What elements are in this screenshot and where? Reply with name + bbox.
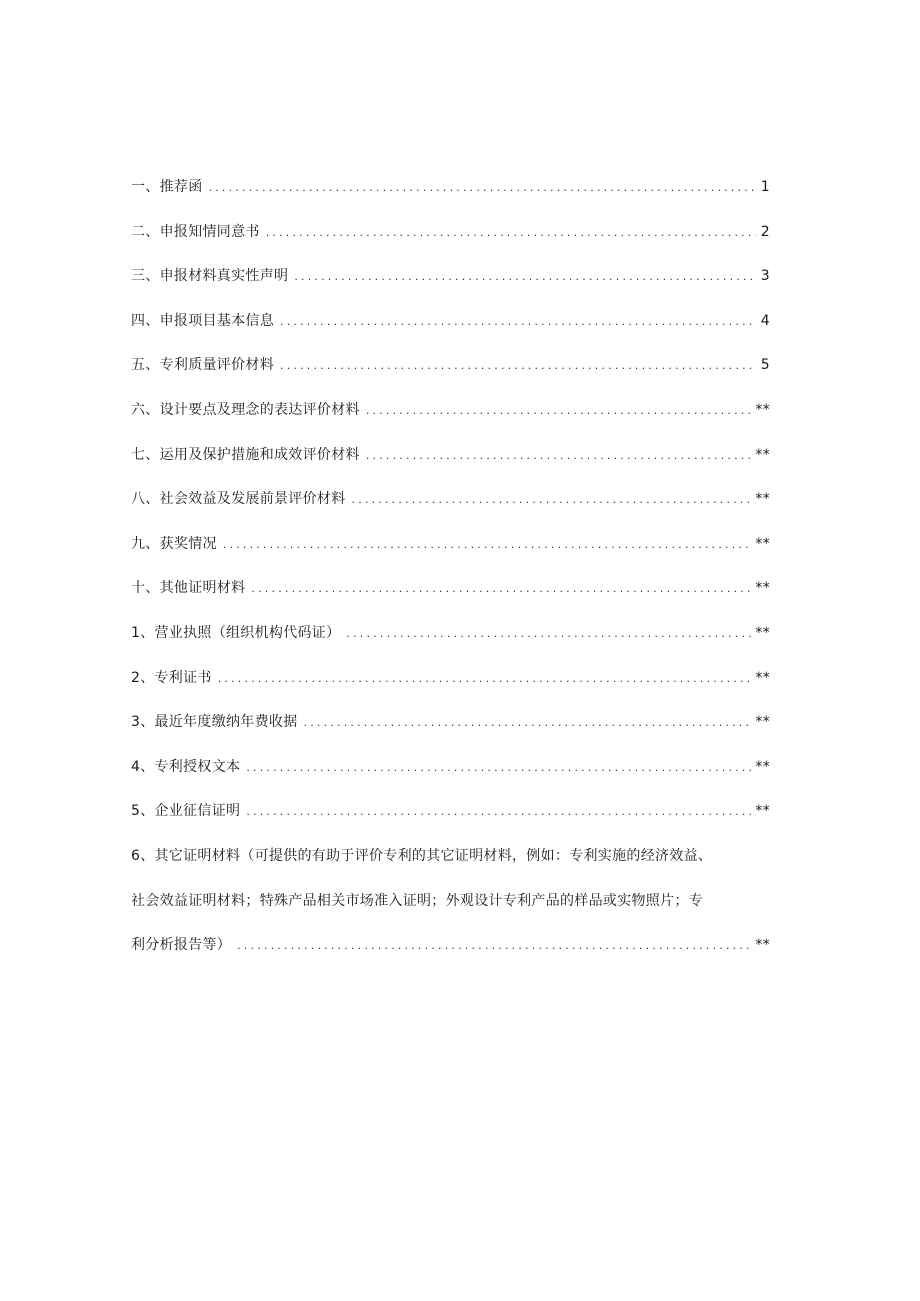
toc-page-number: 2 [760, 223, 770, 240]
toc-page-number: ** [755, 624, 770, 641]
toc-entry-title: 4、专利授权文本 [131, 758, 241, 775]
toc-leader-dots [352, 485, 752, 515]
toc-entry-design-concept[interactable] [131, 395, 770, 440]
toc-entry-title: 八、社会效益及发展前景评价材料 [131, 491, 346, 508]
toc-entry-title-line-3-row [131, 930, 770, 975]
toc-page-number: ** [755, 937, 770, 954]
toc-entry-informed-consent[interactable] [131, 217, 770, 262]
toc-entry-title: 二、申报知情同意书 [131, 223, 260, 240]
toc-entry-title: 2、专利证书 [131, 669, 212, 686]
toc-entry-title: 3、最近年度缴纳年费收据 [131, 714, 298, 731]
toc-entry-title: 三、申报材料真实性声明 [131, 268, 289, 285]
toc-leader-dots [280, 351, 756, 381]
toc-entry-project-basic-info[interactable] [131, 306, 770, 351]
toc-page-number: 5 [760, 357, 770, 374]
toc-entry-title: 1、营业执照（组织机构代码证） [131, 624, 341, 641]
toc-entry-title: 十、其他证明材料 [131, 580, 246, 597]
toc-entry-title: 六、设计要点及理念的表达评价材料 [131, 401, 360, 418]
toc-leader-dots [366, 396, 752, 426]
toc-leader-dots [251, 574, 751, 604]
toc-entry-business-license[interactable] [131, 618, 770, 663]
toc-entry-awards[interactable] [131, 529, 770, 574]
toc-leader-dots [280, 307, 756, 337]
toc-entry-title-line-2: 社会效益证明材料；特殊产品相关市场准入证明；外观设计专利产品的样品或实物照片；专 [131, 892, 703, 909]
toc-entry-title-line-3: 利分析报告等） [131, 937, 232, 954]
toc-leader-dots [209, 173, 757, 203]
toc-page-number: ** [755, 580, 770, 597]
toc-entry-title: 5、企业征信证明 [131, 803, 241, 820]
toc-entry-recommendation-letter[interactable] [131, 172, 770, 217]
toc-leader-dots [366, 441, 752, 471]
toc-leader-dots [218, 664, 752, 694]
toc-page-number: ** [755, 758, 770, 775]
toc-page-number: ** [755, 446, 770, 463]
toc-page-number: 3 [760, 268, 770, 285]
toc-entry-credit-certificate[interactable] [131, 796, 770, 841]
toc-leader-dots [294, 262, 756, 292]
toc-page-number: 4 [760, 312, 770, 329]
toc-page-number: ** [755, 401, 770, 418]
toc-entry-protection-measures[interactable] [131, 440, 770, 485]
toc-leader-dots [304, 708, 752, 738]
toc-leader-dots [246, 753, 751, 783]
toc-entry-title: 五、专利质量评价材料 [131, 357, 274, 374]
toc-entry-patent-certificate[interactable] [131, 663, 770, 708]
toc-page-number: 1 [760, 179, 770, 195]
toc-entry-social-benefits[interactable] [131, 484, 770, 529]
toc-page-number: ** [755, 714, 770, 731]
toc-entry-other-proofs[interactable] [131, 573, 770, 618]
toc-page-number: ** [755, 535, 770, 552]
toc-entry-other-supporting-materials[interactable] [131, 841, 770, 975]
table-of-contents [131, 172, 770, 975]
toc-leader-dots [237, 931, 751, 961]
toc-leader-dots [223, 530, 752, 560]
toc-entry-title-line-1: 6、其它证明材料（可提供的有助于评价专利的其它证明材料，例如：专利实施的经济效益、 [131, 847, 713, 864]
toc-page-number: ** [755, 803, 770, 820]
toc-entry-authenticity-statement[interactable] [131, 261, 770, 306]
toc-entry-annual-fee-receipt[interactable] [131, 707, 770, 752]
toc-leader-dots [246, 797, 751, 827]
toc-entry-title: 四、申报项目基本信息 [131, 312, 274, 329]
toc-page-number: ** [755, 669, 770, 686]
toc-leader-dots [346, 619, 751, 649]
toc-entry-patent-quality[interactable] [131, 350, 770, 395]
toc-entry-patent-grant-text[interactable] [131, 752, 770, 797]
toc-page-number: ** [755, 491, 770, 508]
toc-entry-title: 一、推荐函 [131, 179, 203, 195]
toc-entry-title: 七、运用及保护措施和成效评价材料 [131, 446, 360, 463]
toc-leader-dots [266, 218, 756, 248]
toc-entry-title: 九、获奖情况 [131, 535, 217, 552]
